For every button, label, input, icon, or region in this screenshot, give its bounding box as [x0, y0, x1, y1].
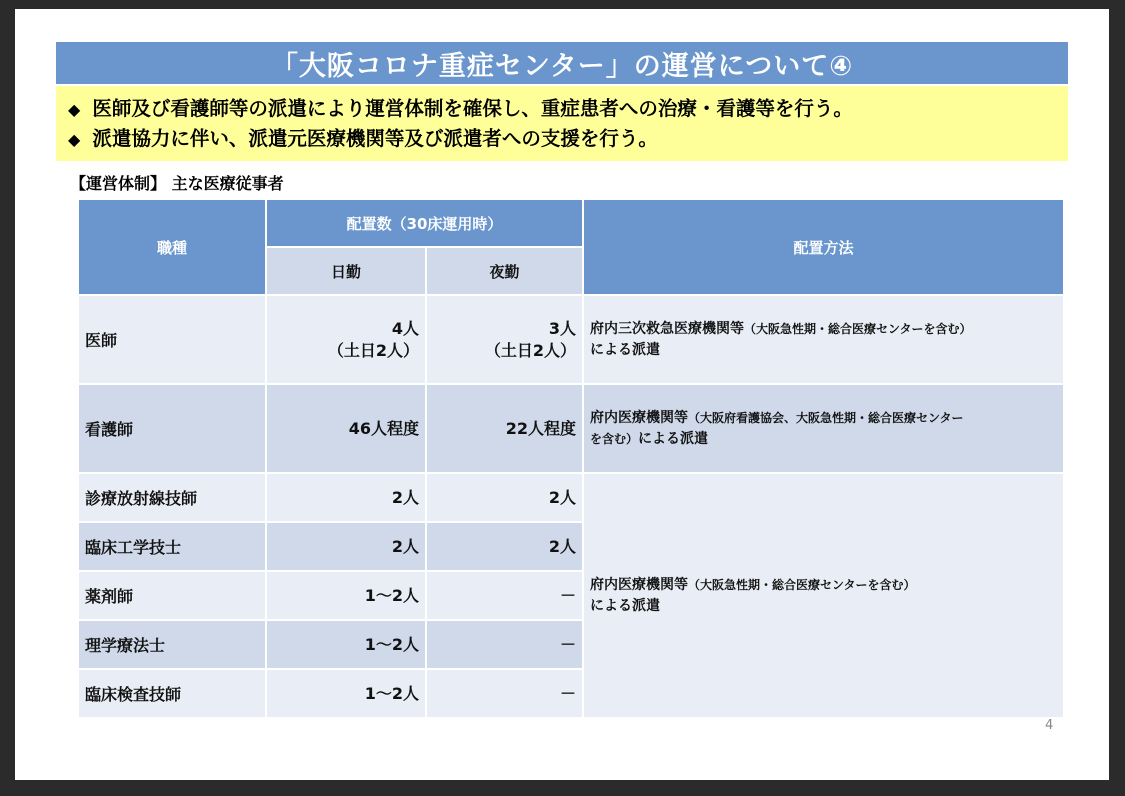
table-row: [78, 473, 1064, 522]
method-cell: [583, 384, 1064, 473]
method-tail: による派遣: [638, 430, 709, 447]
slide-title: 「大阪コロナ重症センター」の運営について④: [56, 42, 1068, 84]
summary-text: 派遣協力に伴い、派遣元医療機関等及び派遣者への支援を行う。: [92, 127, 658, 150]
method-detail: （大阪府看護協会、大阪急性期・総合医療センター: [688, 410, 964, 425]
day-weekend-count: （土日2人）: [327, 340, 419, 360]
diamond-bullet-icon: ◆: [68, 100, 81, 119]
night-count-cell: －: [426, 620, 583, 669]
night-count-cell: 22人程度: [426, 384, 583, 473]
day-count-cell: 1～2人: [266, 571, 426, 620]
header-night-shift: 夜勤: [426, 247, 583, 295]
method-detail: （大阪急性期・総合医療センターを含む）: [688, 577, 916, 592]
summary-text: 医師及び看護師等の派遣により運営体制を確保し、重症患者への治療・看護等を行う。: [92, 97, 853, 120]
method-detail-cont: を含む）: [590, 431, 639, 446]
role-cell: 診療放射線技師: [78, 473, 266, 522]
summary-line: [68, 94, 1068, 124]
night-count: 3人: [548, 318, 576, 338]
method-main: 府内医療機関等: [590, 576, 688, 593]
method-main: 府内医療機関等: [590, 409, 688, 426]
section-label: 【運営体制】 主な医療従事者: [70, 174, 284, 193]
method-main: 府内三次救急医療機関等: [590, 320, 744, 337]
method-tail: による派遣: [590, 341, 660, 358]
method-cell-merged: [583, 473, 1064, 718]
day-count-cell: 46人程度: [266, 384, 426, 473]
day-count-cell: [266, 295, 426, 384]
night-weekend-count: （土日2人）: [484, 340, 576, 360]
table-row: [78, 295, 1064, 384]
method-cell: [583, 295, 1064, 384]
night-count-cell: 2人: [426, 473, 583, 522]
role-cell: 理学療法士: [78, 620, 266, 669]
summary-line: [68, 124, 1068, 154]
page-number: 4: [1045, 718, 1054, 733]
role-cell: 医師: [78, 295, 266, 384]
day-count-cell: 2人: [266, 522, 426, 571]
slide: [15, 9, 1109, 780]
method-detail: （大阪急性期・総合医療センターを含む）: [744, 321, 972, 336]
header-day-shift: 日勤: [266, 247, 426, 295]
day-count: 4人: [391, 318, 419, 338]
day-count-cell: 1～2人: [266, 620, 426, 669]
staff-table: [77, 198, 1065, 719]
diamond-bullet-icon: ◆: [68, 130, 81, 149]
header-placement: 配置数（30床運用時）: [266, 199, 583, 247]
role-cell: 看護師: [78, 384, 266, 473]
night-count-cell: 2人: [426, 522, 583, 571]
role-cell: 薬剤師: [78, 571, 266, 620]
night-count-cell: [426, 295, 583, 384]
role-cell: 臨床工学技士: [78, 522, 266, 571]
role-cell: 臨床検査技師: [78, 669, 266, 718]
day-count-cell: 1～2人: [266, 669, 426, 718]
day-count-cell: 2人: [266, 473, 426, 522]
method-tail: による派遣: [590, 597, 660, 614]
summary-box: [56, 86, 1068, 161]
table-row: [78, 384, 1064, 473]
header-role: 職種: [78, 199, 266, 295]
night-count-cell: －: [426, 571, 583, 620]
header-method: 配置方法: [583, 199, 1064, 295]
night-count-cell: －: [426, 669, 583, 718]
